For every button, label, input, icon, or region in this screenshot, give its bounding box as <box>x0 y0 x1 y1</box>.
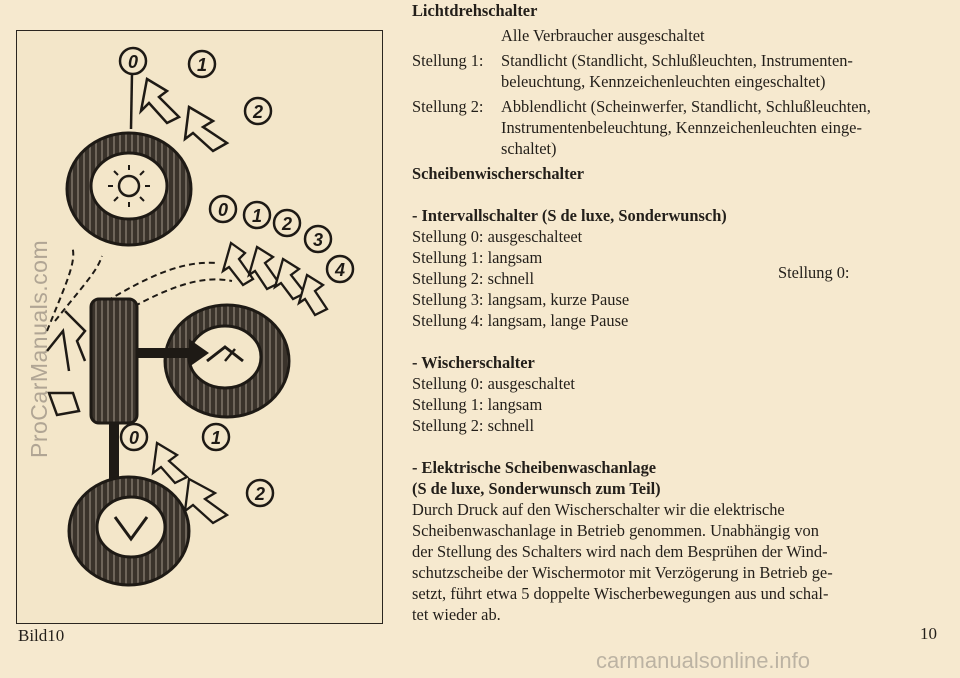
middle-label-0: 0 <box>217 200 229 220</box>
top-label-2: 2 <box>252 102 264 122</box>
interval-position-3: Stellung 3: langsam, kurze Pause <box>412 290 630 309</box>
middle-label-1: 1 <box>251 206 263 226</box>
wiper-switch-heading: - Wischerschalter <box>412 353 535 372</box>
middle-label-2: 2 <box>281 214 293 234</box>
side-watermark: ProCarManuals.com <box>26 239 52 458</box>
washer-text-1: Durch Druck auf den Wischerschalter wir die elektrische <box>412 500 785 519</box>
wiper-lever-roller <box>91 299 137 423</box>
light-position-2-line-2: Instrumentenbeleuchtung, Kennzeichenleuchten einge- <box>501 118 862 137</box>
bottom-label-1: 1 <box>210 428 222 448</box>
bottom-label-2: 2 <box>254 484 266 504</box>
light-position-2-label: Stellung 2: <box>412 97 484 116</box>
wiper-switch-knob <box>69 477 189 585</box>
middle-label-3: 3 <box>312 230 324 250</box>
washer-text-4: schutzscheibe der Wischermotor mit Verzögerung in Betrieb ge- <box>412 563 833 582</box>
interval-position-0: Stellung 0: ausgeschalteet <box>412 227 583 246</box>
light-switch-off: Alle Verbraucher ausgeschaltet <box>501 26 705 45</box>
light-position-2-line-1: Abblendlicht (Scheinwerfer, Standlicht, Schlußleuchten, <box>501 97 871 116</box>
light-position-1-label: Stellung 1: <box>412 51 484 70</box>
washer-text-3: der Stellung des Schalters wird nach dem Besprühen der Wind- <box>412 542 828 561</box>
light-switch-heading: Lichtdrehschalter <box>412 1 538 20</box>
washer-text-2: Scheibenwaschanlage in Betrieb genommen. Unabhängig von <box>412 521 819 540</box>
top-label-0: 0 <box>127 52 139 72</box>
wiper-position-2: Stellung 2: schnell <box>412 416 535 435</box>
top-label-1: 1 <box>196 55 208 75</box>
bottom-label-0: 0 <box>128 428 140 448</box>
page-number: 10 <box>920 624 937 643</box>
washer-text-5: setzt, führt etwa 5 doppelte Wischerbewegungen aus und schal- <box>412 584 829 603</box>
light-position-1 <box>412 50 952 92</box>
switch-illustration <box>17 31 382 623</box>
middle-label-4: 4 <box>334 260 346 280</box>
light-position-2 <box>412 96 952 159</box>
washer-heading-1: - Elektrische Scheibenwaschanlage <box>412 458 657 477</box>
interval-position-2: Stellung 2: schnell <box>412 269 535 288</box>
washer-heading-2: (S de luxe, Sonderwunsch zum Teil) <box>412 479 661 498</box>
light-position-2-line-3: schaltet) <box>501 139 557 158</box>
footer-watermark: carmanualsonline.info <box>596 648 811 673</box>
light-switch-knob <box>67 133 191 245</box>
interval-position-1: Stellung 1: langsam <box>412 248 543 267</box>
wiper-position-1: Stellung 1: langsam <box>412 395 543 414</box>
text-column <box>412 0 952 625</box>
interval-heading: - Intervallschalter (S de luxe, Sonderwunsch) <box>412 206 727 225</box>
wiper-position-0: Stellung 0: ausgeschaltet <box>412 374 575 393</box>
washer-text-6: tet wieder ab. <box>412 605 501 624</box>
light-position-1-line-2: beleuchtung, Kennzeichenleuchten eingeschaltet) <box>501 72 826 91</box>
wiper-interval-knob <box>165 305 289 417</box>
figure-caption: Bild10 <box>18 626 65 645</box>
side-note-stellung-0: Stellung 0: <box>778 263 850 282</box>
interval-position-4: Stellung 4: langsam, lange Pause <box>412 311 629 330</box>
wiper-heading: Scheibenwischerschalter <box>412 164 585 183</box>
figure-bild10 <box>16 30 383 624</box>
light-position-1-line-1: Standlicht (Standlicht, Schlußleuchten, Instrumenten- <box>501 51 853 70</box>
